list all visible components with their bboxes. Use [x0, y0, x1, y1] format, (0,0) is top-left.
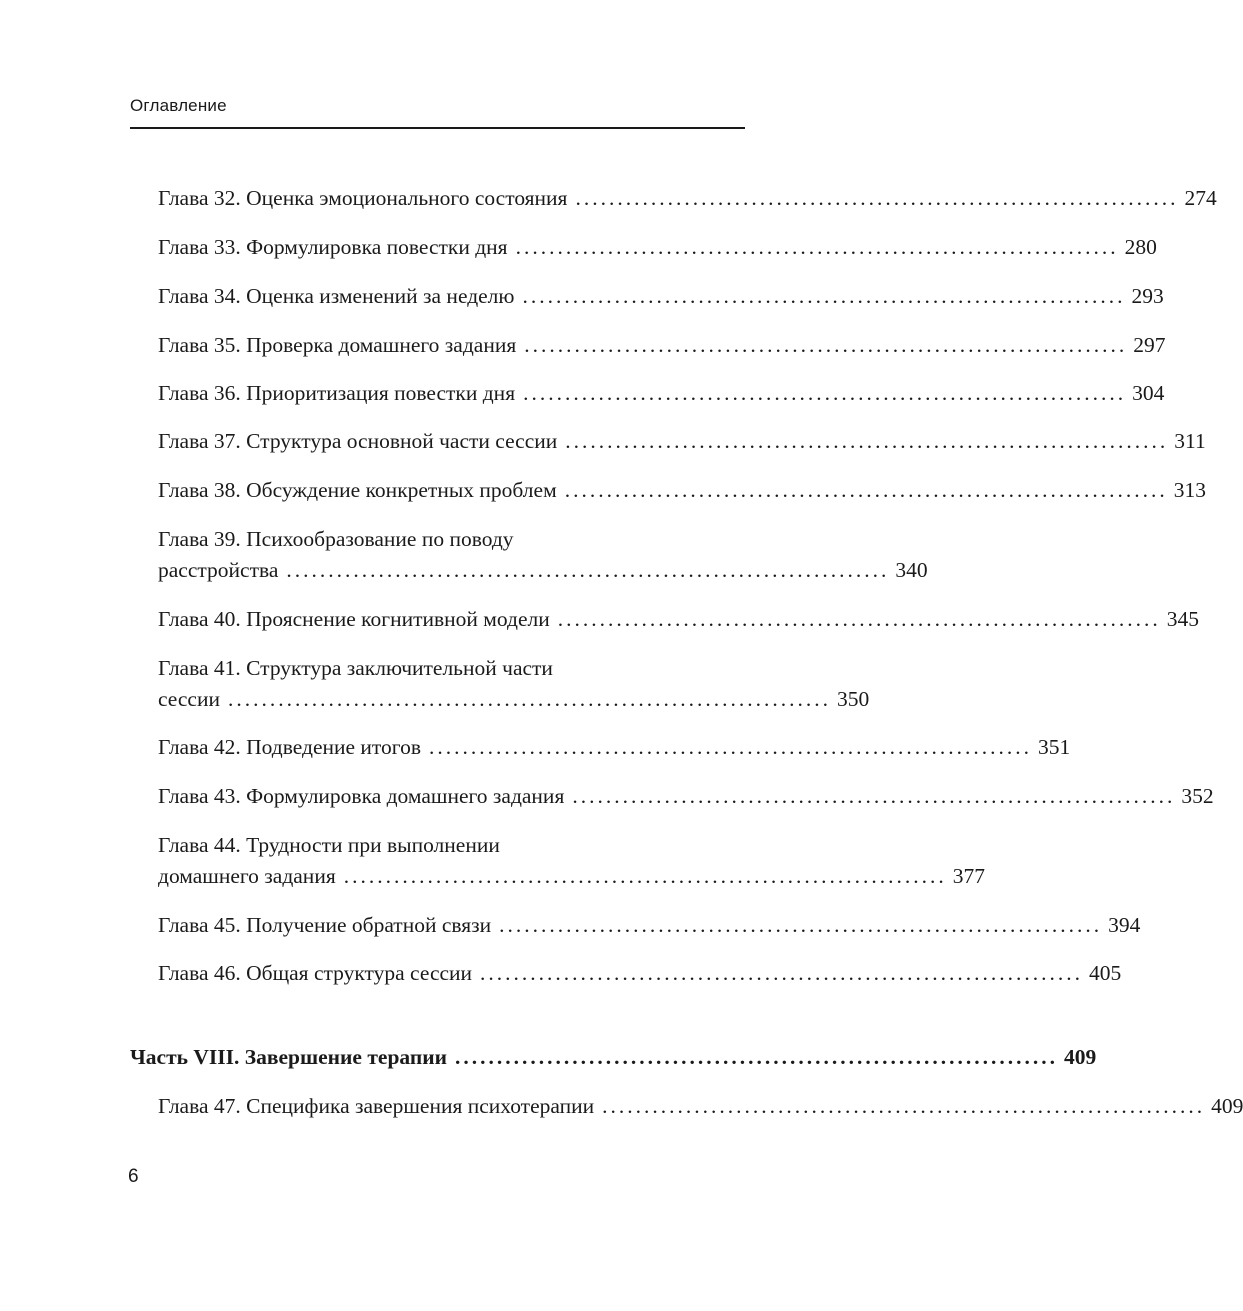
toc-entry-ch35[interactable]	[158, 330, 1166, 361]
dot-leader: ........................................................................	[515, 235, 1119, 259]
toc-entry-ch47[interactable]	[158, 1091, 1243, 1122]
toc-entry-ch40[interactable]	[158, 604, 1199, 635]
dot-leader: ........................................................................	[455, 1045, 1059, 1069]
toc-entry-part8[interactable]	[130, 1042, 1097, 1073]
toc-entry-title: Глава 37. Структура основной части сессии	[158, 429, 558, 453]
toc-entry-title-cont: сессии	[158, 687, 220, 711]
toc-entry-ch42[interactable]	[158, 732, 1071, 763]
toc-entry-page: 293	[1131, 284, 1164, 308]
toc-entry-title: Глава 45. Получение обратной связи	[158, 913, 492, 937]
toc-entry-page: 352	[1181, 784, 1214, 808]
dot-leader: ........................................................................	[523, 381, 1127, 405]
toc-entry-title: Глава 34. Оценка изменений за неделю	[158, 284, 515, 308]
dot-leader: ........................................................................	[499, 913, 1103, 937]
toc-entry-title: Глава 42. Подведение итогов	[158, 735, 421, 759]
toc-entry-ch33[interactable]	[158, 232, 1157, 263]
toc-entry-ch37[interactable]	[158, 426, 1206, 457]
toc-entry-page: 311	[1174, 429, 1206, 453]
toc-entry-title: Глава 35. Проверка домашнего задания	[158, 333, 517, 357]
toc-entry-page: 274	[1184, 186, 1217, 210]
dot-leader: ........................................................................	[572, 784, 1176, 808]
toc-entry-ch44[interactable]	[158, 830, 985, 892]
toc-entry-title: Глава 43. Формулировка домашнего задания	[158, 784, 565, 808]
dot-leader: ........................................................................	[557, 607, 1161, 631]
dot-leader: ........................................................................	[227, 687, 831, 711]
toc-entry-ch41[interactable]	[158, 653, 870, 715]
toc-entry-title: Глава 44. Трудности при выполнении	[158, 833, 500, 857]
toc-entry-page: 350	[836, 687, 870, 711]
toc-entry-ch34[interactable]	[158, 281, 1164, 312]
toc-entry-page: 409	[1211, 1094, 1243, 1118]
dot-leader: ........................................................................	[480, 961, 1084, 985]
page-number: 6	[128, 1166, 139, 1187]
running-header: Оглавление	[130, 96, 227, 115]
toc-entry-title: Глава 39. Психообразование по поводу	[158, 527, 514, 551]
toc-entry-ch45[interactable]	[158, 910, 1141, 941]
dot-leader: ........................................................................	[286, 558, 890, 582]
toc-entry-page: 409	[1064, 1045, 1097, 1069]
toc-entry-ch39[interactable]	[158, 524, 928, 586]
toc-entry-ch36[interactable]	[158, 378, 1165, 409]
dot-leader: ........................................................................	[575, 186, 1179, 210]
toc-entry-title: Глава 33. Формулировка повестки дня	[158, 235, 508, 259]
toc-entry-title: Глава 41. Структура заключительной части	[158, 656, 553, 680]
toc-entry-title-cont: расстройства	[158, 558, 279, 582]
toc-entry-page: 340	[895, 558, 928, 582]
toc-entry-page: 304	[1132, 381, 1165, 405]
toc-entry-page: 394	[1108, 913, 1141, 937]
dot-leader: ........................................................................	[428, 735, 1032, 759]
toc-entry-title: Глава 40. Прояснение когнитивной модели	[158, 607, 550, 631]
toc-entry-title-cont: домашнего задания	[158, 864, 336, 888]
toc-entry-page: 313	[1173, 478, 1206, 502]
toc-entry-title: Глава 38. Обсуждение конкретных проблем	[158, 478, 557, 502]
dot-leader: ........................................................................	[343, 864, 947, 888]
toc-entry-ch46[interactable]	[158, 958, 1122, 989]
toc-entry-title: Глава 46. Общая структура сессии	[158, 961, 473, 985]
dot-leader: ........................................................................	[565, 429, 1169, 453]
toc-entry-title: Глава 36. Приоритизация повестки дня	[158, 381, 516, 405]
toc-entry-page: 280	[1124, 235, 1157, 259]
toc-entry-title: Глава 47. Специфика завершения психотерапии	[158, 1094, 595, 1118]
toc-entry-page: 405	[1089, 961, 1122, 985]
toc-entry-ch38[interactable]	[158, 475, 1206, 506]
toc-part-title: Часть VIII. Завершение терапии	[130, 1045, 448, 1069]
dot-leader: ........................................................................	[602, 1094, 1206, 1118]
toc-entry-page: 297	[1133, 333, 1166, 357]
toc-entry-title: Глава 32. Оценка эмоционального состояния	[158, 186, 568, 210]
dot-leader: ........................................................................	[524, 333, 1128, 357]
toc-entry-page: 377	[952, 864, 985, 888]
toc-entry-page: 345	[1166, 607, 1199, 631]
toc-entry-ch32[interactable]	[158, 183, 1217, 214]
toc-entry-ch43[interactable]	[158, 781, 1214, 812]
dot-leader: ........................................................................	[564, 478, 1168, 502]
toc-entry-page: 351	[1037, 735, 1071, 759]
dot-leader: ........................................................................	[522, 284, 1126, 308]
